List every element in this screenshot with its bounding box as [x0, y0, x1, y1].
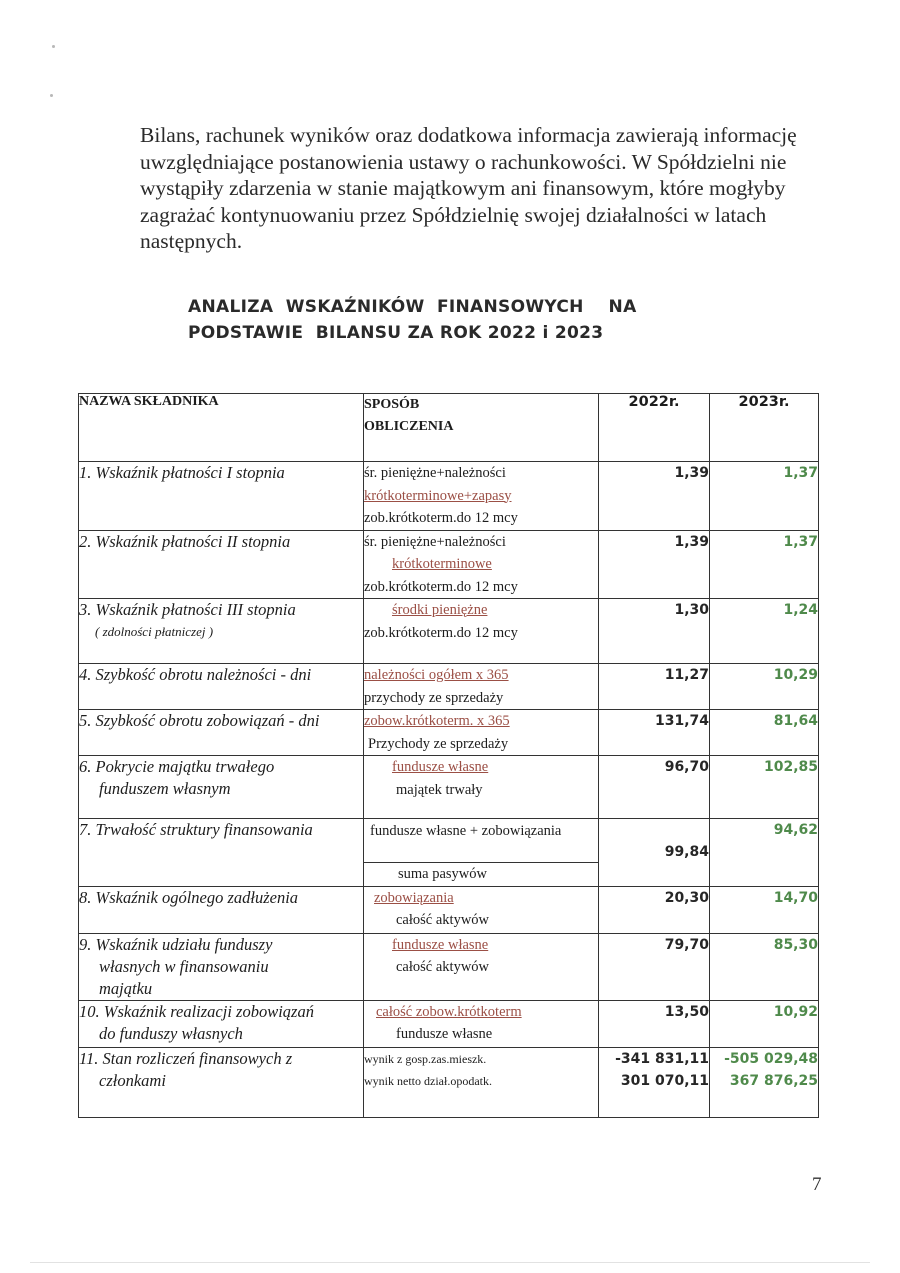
value-2022: [599, 1047, 710, 1117]
calculation-method: [364, 1047, 599, 1117]
value-2023-line: -505 029,48: [724, 1050, 818, 1067]
method-line-numerator: krótkoterminowe+zapasy: [364, 487, 512, 504]
table-row: [79, 462, 819, 531]
method-line-numerator: [364, 553, 598, 576]
scan-speck: [52, 45, 55, 48]
indicator-name: 4. Szybkość obrotu należności - dni: [79, 664, 364, 710]
indicator-name-continuation: członkami: [99, 1070, 166, 1090]
table-row: [79, 530, 819, 599]
indicator-name-continuation: własnych w finansowaniu: [99, 956, 269, 976]
method-line-denominator: majątek trwały: [396, 781, 483, 798]
method-underlined-text: środki pieniężne: [392, 602, 488, 618]
indicator-name: 8. Wskaźnik ogólnego zadłużenia: [79, 886, 364, 933]
value-2022-line: -341 831,11: [615, 1050, 709, 1067]
page-number: 7: [812, 1174, 822, 1195]
page-bottom-edge: [30, 1262, 870, 1263]
value-2023: 14,70: [710, 886, 819, 933]
header-method-line: OBLICZENIA: [364, 419, 454, 434]
value-2022: 79,70: [599, 933, 710, 1000]
value-2022: 131,74: [599, 710, 710, 756]
method-line-numerator: [364, 887, 598, 910]
calculation-method: [364, 530, 599, 599]
method-line-denominator: zob.krótkoterm.do 12 mcy: [364, 624, 518, 641]
method-line-numerator: należności ogółem x 365: [364, 667, 509, 683]
table-row: [79, 1000, 819, 1047]
indicator-name-text: 3. Wskaźnik płatności III stopnia: [79, 600, 296, 619]
value-2023: 1,37: [710, 462, 819, 531]
indicator-name: 5. Szybkość obrotu zobowiązań - dni: [79, 710, 364, 756]
method-line: śr. pieniężne+należności: [364, 465, 506, 481]
table-row: [79, 664, 819, 710]
value-2023-line: 367 876,25: [729, 1072, 818, 1089]
calculation-method: [364, 756, 599, 819]
heading-line-2: PODSTAWIE BILANSU ZA ROK 2022 i 2023: [188, 323, 604, 343]
intro-line: uwzględniające postanowienia ustawy o rachunkowości. W Spółdzielni nie: [140, 149, 787, 174]
value-2022: 99,84: [599, 819, 710, 887]
value-2022: 1,39: [599, 462, 710, 531]
method-line: śr. pieniężne+należności: [364, 533, 506, 550]
value-2022: 13,50: [599, 1000, 710, 1047]
value-2022: 1,39: [599, 530, 710, 599]
value-2023: 10,92: [710, 1000, 819, 1047]
table-row: [79, 756, 819, 819]
heading-line-1: ANALIZA WSKAŹNIKÓW FINANSOWYCH NA: [188, 297, 637, 317]
method-line: wynik z gosp.zas.mieszk.: [364, 1051, 487, 1066]
method-line-denominator: zob.krótkoterm.do 12 mcy: [364, 510, 518, 526]
indicator-name: [79, 756, 364, 819]
intro-line: następnych.: [140, 229, 243, 253]
indicator-name-text: 11. Stan rozliczeń finansowych z: [79, 1048, 293, 1068]
table-row: [79, 599, 819, 664]
indicator-name: 7. Trwałość struktury finansowania: [79, 819, 364, 887]
method-line-numerator: zobow.krótkoterm. x 365: [364, 713, 510, 729]
scan-speck: [50, 94, 53, 97]
financial-indicators-table: [78, 393, 819, 1118]
indicator-name-continuation: funduszem własnym: [99, 779, 231, 798]
value-2023: 94,62: [710, 819, 819, 887]
header-method: [364, 394, 599, 462]
indicator-name: 2. Wskaźnik płatności II stopnia: [79, 530, 364, 599]
header-year-2023: 2023r.: [710, 394, 819, 462]
intro-line: Bilans, rachunek wyników oraz dodatkowa informacja zawierają informację: [140, 123, 797, 147]
calculation-method: [364, 599, 599, 664]
method-line-denominator: zob.krótkoterm.do 12 mcy: [364, 578, 518, 595]
value-2022: 20,30: [599, 886, 710, 933]
method-line: wynik netto dział.opodatk.: [364, 1074, 492, 1088]
method-line-numerator: [364, 934, 598, 957]
calculation-method: [364, 664, 599, 710]
indicator-name-text: 10. Wskaźnik realizacji zobowiązań: [79, 1001, 314, 1021]
calculation-method: [364, 462, 599, 531]
method-line-denominator: suma pasywów: [398, 866, 488, 882]
indicator-name: 1. Wskaźnik płatności I stopnia: [79, 462, 364, 531]
calculation-method: [364, 819, 599, 887]
indicator-name: [79, 1000, 364, 1047]
value-2023: [710, 1047, 819, 1117]
method-line-numerator: fundusze własne + zobowiązania: [364, 819, 598, 863]
calculation-method: [364, 1000, 599, 1047]
header-year-2022: 2022r.: [599, 394, 710, 462]
value-2023: 102,85: [710, 756, 819, 819]
indicator-name-text: 9. Wskaźnik udziału funduszy: [79, 934, 273, 954]
method-underlined-text: całość zobow.krótkoterm: [376, 1003, 522, 1020]
value-2022: 1,30: [599, 599, 710, 664]
indicator-name-text: 6. Pokrycie majątku trwałego: [79, 757, 275, 776]
method-line-numerator: [364, 756, 598, 779]
indicator-name-continuation: do funduszy własnych: [99, 1023, 243, 1043]
indicator-name: [79, 599, 364, 664]
section-heading: [188, 294, 637, 346]
value-2023: 1,37: [710, 530, 819, 599]
intro-paragraph: [140, 122, 820, 255]
table-row: [79, 886, 819, 933]
method-underlined-text: fundusze własne: [392, 936, 489, 953]
method-line-denominator: całość aktywów: [396, 959, 490, 975]
method-underlined-text: fundusze własne: [392, 759, 489, 775]
method-line-denominator: Przychody ze sprzedaży: [368, 735, 509, 752]
value-2023: 85,30: [710, 933, 819, 1000]
method-line-numerator: [364, 1001, 598, 1024]
indicator-name: [79, 933, 364, 1000]
value-2023: 81,64: [710, 710, 819, 756]
table-row: [79, 933, 819, 1000]
table-row: [79, 819, 819, 887]
table-row: [79, 710, 819, 756]
method-line-denominator: przychody ze sprzedaży: [364, 689, 504, 706]
method-line-denominator: całość aktywów: [396, 912, 490, 928]
value-2022: 96,70: [599, 756, 710, 819]
intro-line: wystąpiły zdarzenia w stanie majątkowym ani finansowym, które mogłyby: [140, 176, 786, 200]
intro-line: zagrażać kontynuowaniu przez Spółdzielnię swojej działalności w latach: [140, 202, 767, 227]
value-2023: 1,24: [710, 599, 819, 664]
method-underlined-text: zobowiązania: [374, 889, 454, 906]
header-method-line: SPOSÓB: [364, 397, 420, 412]
header-name: NAZWA SKŁADNIKA: [79, 394, 364, 462]
indicator-subtitle: ( zdolności płatniczej ): [95, 624, 214, 639]
calculation-method: [364, 710, 599, 756]
method-underlined-text: krótkoterminowe: [392, 556, 492, 572]
calculation-method: [364, 933, 599, 1000]
table-row: [79, 1047, 819, 1117]
method-line-denominator: fundusze własne: [396, 1026, 493, 1042]
table-header-row: [79, 394, 819, 462]
indicator-name: [79, 1047, 364, 1117]
value-2022-line: 301 070,11: [620, 1072, 709, 1089]
indicator-name-continuation: majątku: [99, 978, 153, 998]
method-line-numerator: [364, 599, 598, 622]
value-2023: 10,29: [710, 664, 819, 710]
value-2022: 11,27: [599, 664, 710, 710]
calculation-method: [364, 886, 599, 933]
